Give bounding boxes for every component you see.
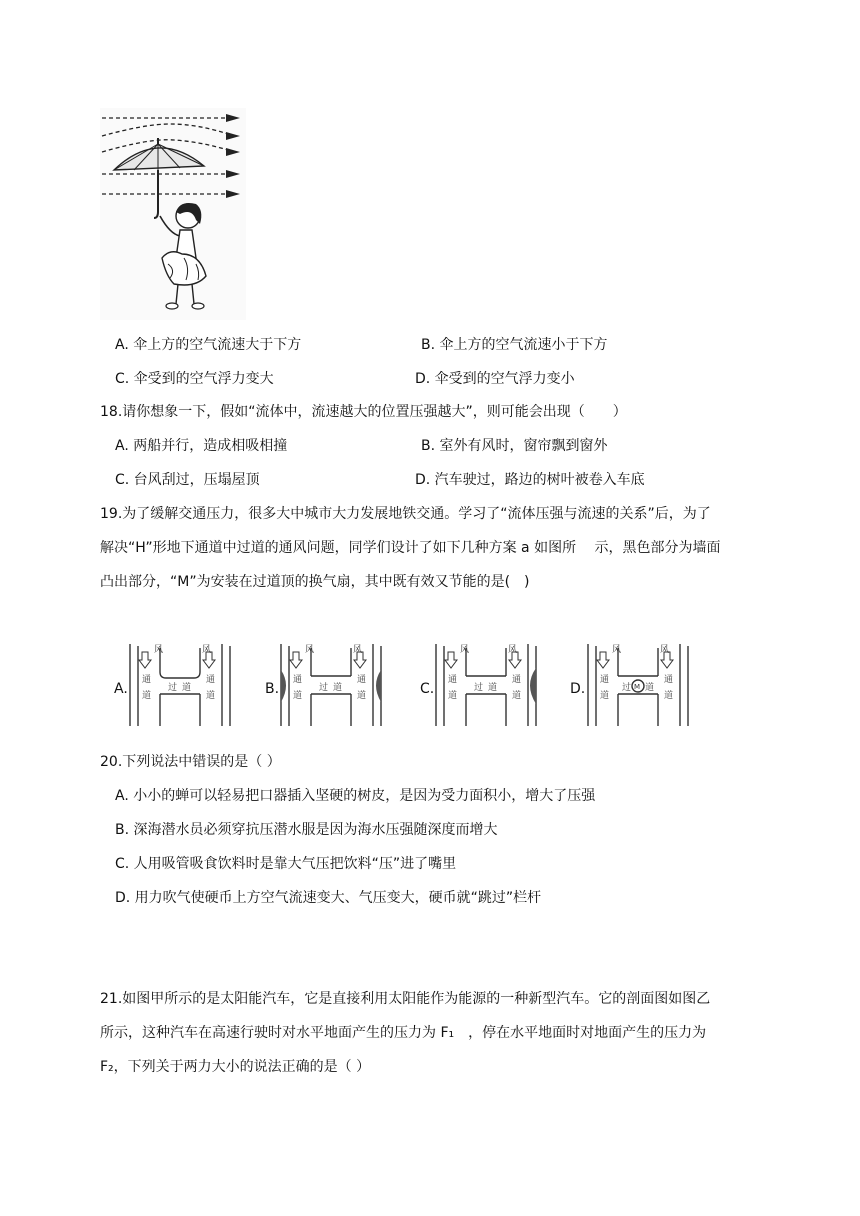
dao-mid: 道 <box>488 683 498 693</box>
q21-stem-line-1: 21.如图甲所示的是太阳能汽车，它是直接利用太阳能作为能源的一种新型汽车。它的剖面图如图乙 <box>100 991 711 1007</box>
dao-right: 道 <box>664 691 674 701</box>
dao-mid: 道 <box>645 683 655 693</box>
guo-label: 过 <box>319 683 329 693</box>
dao-left: 道 <box>600 691 610 701</box>
q19-diagram-b <box>279 642 383 728</box>
q18-stem: 18.请你想象一下，假如“流体中，流速越大的位置压强越大”，则可能会出现（ ） <box>100 404 627 420</box>
tong-left: 通 <box>448 675 458 685</box>
wind-label-left: 风 <box>154 645 164 655</box>
q19-label-b: B. <box>265 681 280 697</box>
guo-label: 过 <box>168 683 178 693</box>
q21-stem-line-3: F₂，下列关于两力大小的说法正确的是（ ） <box>100 1059 371 1075</box>
q19-diagram-d <box>586 642 690 728</box>
q19-stem-line-3: 凸出部分，“M”为安装在过道顶的换气扇，其中既有效又节能的是( ) <box>100 574 530 590</box>
wind-label-left: 风 <box>460 645 470 655</box>
q20-stem: 20.下列说法中错误的是（ ） <box>100 754 281 770</box>
q17-option-b: B. 伞上方的空气流速小于下方 <box>421 337 608 353</box>
tong-left: 通 <box>142 675 152 685</box>
q20-option-c: C. 人用吸管吸食饮料时是靠大气压把饮料“压”进了嘴里 <box>115 856 457 872</box>
wind-label-right: 风 <box>508 645 518 655</box>
guo-label: 过 <box>474 683 484 693</box>
dao-right: 道 <box>357 691 367 701</box>
q18-option-d: D. 汽车驶过，路边的树叶被卷入车底 <box>415 472 645 488</box>
q19-diagram-a <box>128 642 232 728</box>
q21-stem-line-2: 所示，这种汽车在高速行驶时对水平地面产生的压力为 F₁ ，停在水平地面时对地面产生的压力为 <box>100 1025 707 1041</box>
wind-label-right: 风 <box>660 645 670 655</box>
q19-diagram-c <box>434 642 538 728</box>
q18-option-a: A. 两船并行，造成相吸相撞 <box>115 438 288 454</box>
q19-stem-line-2: 解决“H”形地下通道中过道的通风问题，同学们设计了如下几种方案 a 如图所 示，黑色部分为墙面 <box>100 540 721 556</box>
wind-label-right: 风 <box>353 645 363 655</box>
tong-left: 通 <box>293 675 303 685</box>
dao-left: 道 <box>293 691 303 701</box>
q18-option-c: C. 台风刮过，压塌屋顶 <box>115 472 260 488</box>
q17-option-a: A. 伞上方的空气流速大于下方 <box>115 337 302 353</box>
tong-left: 通 <box>600 675 610 685</box>
wind-label-right: 风 <box>202 645 212 655</box>
tong-right: 通 <box>664 675 674 685</box>
q19-label-a: A. <box>114 681 128 697</box>
q17-option-c: C. 伞受到的空气浮力变大 <box>115 371 274 387</box>
fan-m-label: M <box>634 683 641 691</box>
dao-left: 道 <box>448 691 458 701</box>
q20-option-d: D. 用力吹气使硬币上方空气流速变大、气压变大，硬币就“跳过”栏杆 <box>115 890 542 906</box>
dao-mid: 道 <box>182 683 192 693</box>
q18-option-b: B. 室外有风时，窗帘飘到窗外 <box>421 438 608 454</box>
tong-right: 通 <box>206 675 216 685</box>
guo-label: 过 <box>622 683 632 693</box>
wind-label-left: 风 <box>305 645 315 655</box>
dao-right: 道 <box>206 691 216 701</box>
q19-stem-line-1: 19.为了缓解交通压力，很多大中城市大力发展地铁交通。学习了“流体压强与流速的关系”后，为了 <box>100 506 711 522</box>
dao-left: 道 <box>142 691 152 701</box>
q19-label-d: D. <box>570 681 586 697</box>
q19-label-c: C. <box>420 681 435 697</box>
tong-right: 通 <box>512 675 522 685</box>
q20-option-b: B. 深海潜水员必须穿抗压潜水服是因为海水压强随深度而增大 <box>115 822 498 838</box>
q20-option-a: A. 小小的蝉可以轻易把口器插入坚硬的树皮，是因为受力面积小，增大了压强 <box>115 788 596 804</box>
wind-label-left: 风 <box>612 645 622 655</box>
tong-right: 通 <box>357 675 367 685</box>
umbrella-figure <box>100 108 246 320</box>
dao-mid: 道 <box>333 683 343 693</box>
q17-option-d: D. 伞受到的空气浮力变小 <box>415 371 575 387</box>
dao-right: 道 <box>512 691 522 701</box>
